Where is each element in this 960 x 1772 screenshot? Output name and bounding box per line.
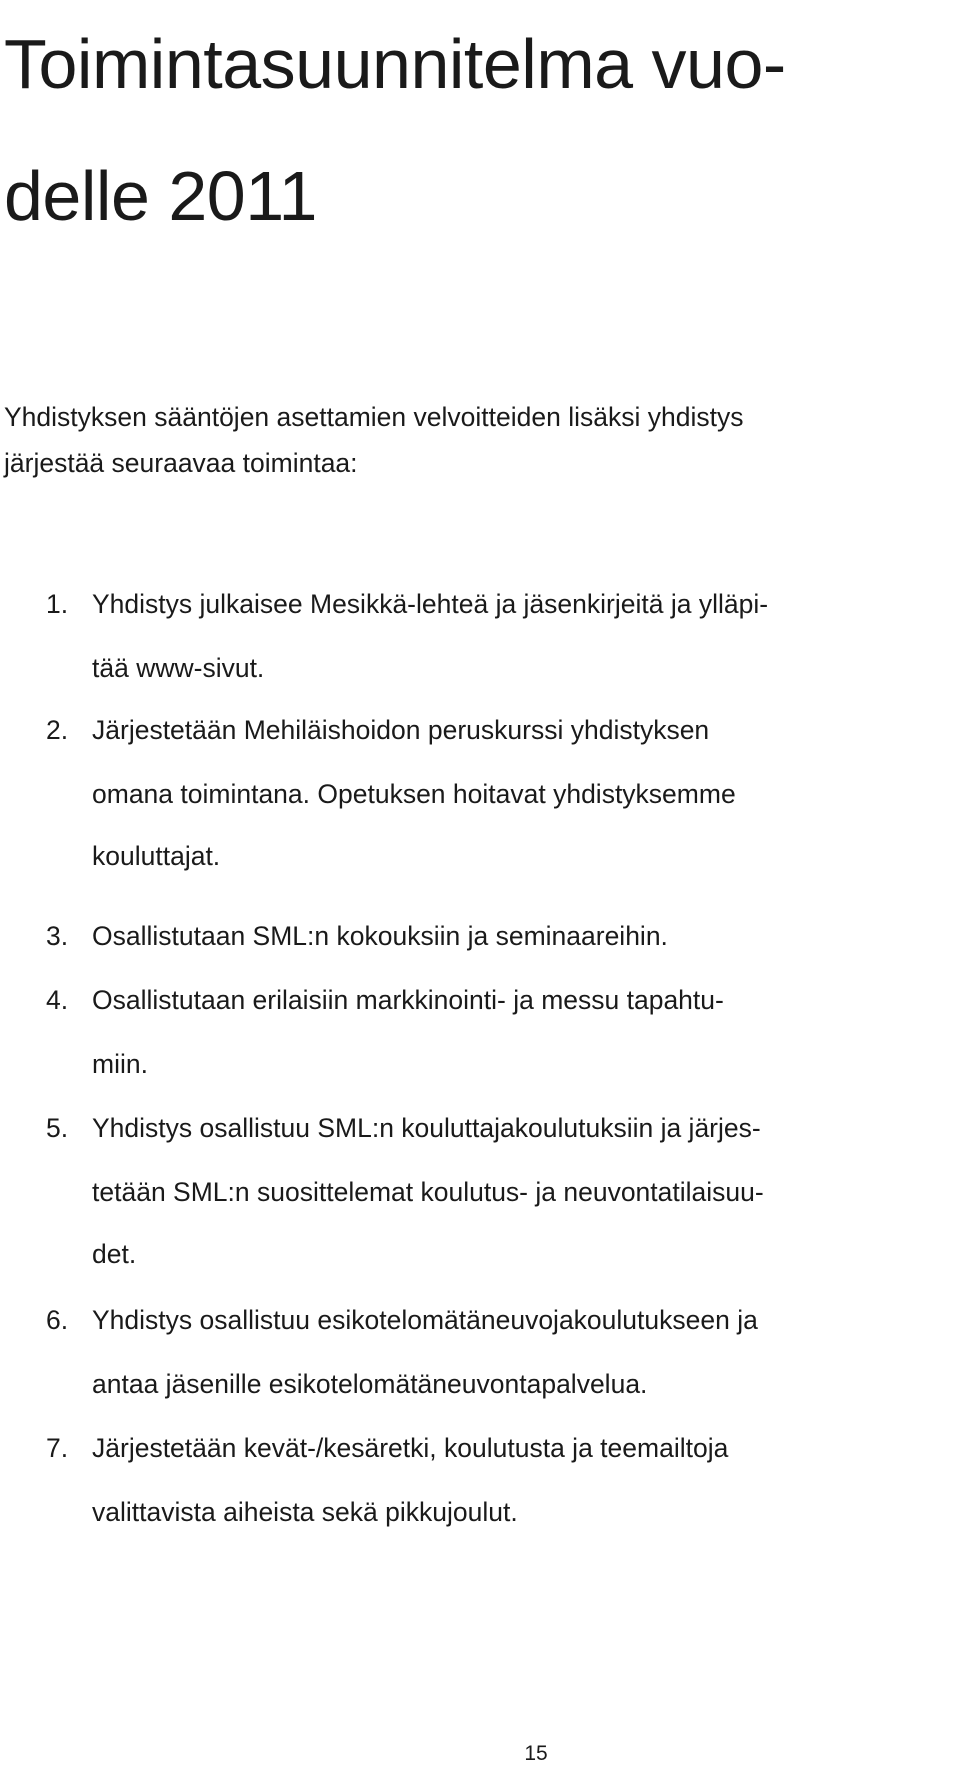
list-item-number: 1. bbox=[46, 589, 69, 619]
list-item-line: Osallistutaan SML:n kokouksiin ja seminaareihin. bbox=[92, 921, 668, 951]
page-number: 15 bbox=[524, 1742, 548, 1765]
list-item-line: Yhdistys julkaisee Mesikkä-lehteä ja jäsenkirjeitä ja ylläpi- bbox=[92, 589, 769, 619]
list-item-line: miin. bbox=[92, 1049, 148, 1079]
list-item-line: omana toimintana. Opetuksen hoitavat yhdistyksemme bbox=[92, 779, 736, 809]
list-item-line: Järjestetään kevät-/kesäretki, koulutusta ja teemailtoja bbox=[92, 1433, 729, 1463]
list-item-line: Osallistutaan erilaisiin markkinointi- ja messu tapahtu- bbox=[92, 985, 724, 1015]
list-item-number: 3. bbox=[46, 921, 69, 951]
list-item-line: det. bbox=[92, 1239, 137, 1269]
list-item-line: tetään SML:n suosittelemat koulutus- ja neuvontatilaisuu- bbox=[92, 1177, 764, 1207]
list-item-line: kouluttajat. bbox=[92, 841, 221, 871]
list-item-number: 2. bbox=[46, 715, 69, 745]
list-item-line: Yhdistys osallistuu SML:n kouluttajakoulutuksiin ja järjes- bbox=[92, 1113, 761, 1143]
list-item-line: Järjestetään Mehiläishoidon peruskurssi yhdistyksen bbox=[92, 715, 710, 745]
list-item-line: valittavista aiheista sekä pikkujoulut. bbox=[92, 1497, 518, 1527]
intro-line-1: Yhdistyksen sääntöjen asettamien velvoitteiden lisäksi yhdistys bbox=[4, 402, 744, 432]
list-item-line: antaa jäsenille esikotelomätäneuvontapalvelua. bbox=[92, 1369, 648, 1399]
list-item-number: 5. bbox=[46, 1113, 69, 1143]
title-line-2: delle 2011 bbox=[4, 157, 317, 235]
title-line-1: Toimintasuunnitelma vuo- bbox=[4, 25, 786, 103]
intro-line-2: järjestää seuraavaa toimintaa: bbox=[4, 448, 358, 478]
list-item-number: 7. bbox=[46, 1433, 69, 1463]
list-item-line: tää www-sivut. bbox=[92, 653, 265, 683]
list-item-line: Yhdistys osallistuu esikotelomätäneuvojakoulutukseen ja bbox=[92, 1305, 758, 1335]
list-item-number: 4. bbox=[46, 985, 69, 1015]
list-item-number: 6. bbox=[46, 1305, 69, 1335]
